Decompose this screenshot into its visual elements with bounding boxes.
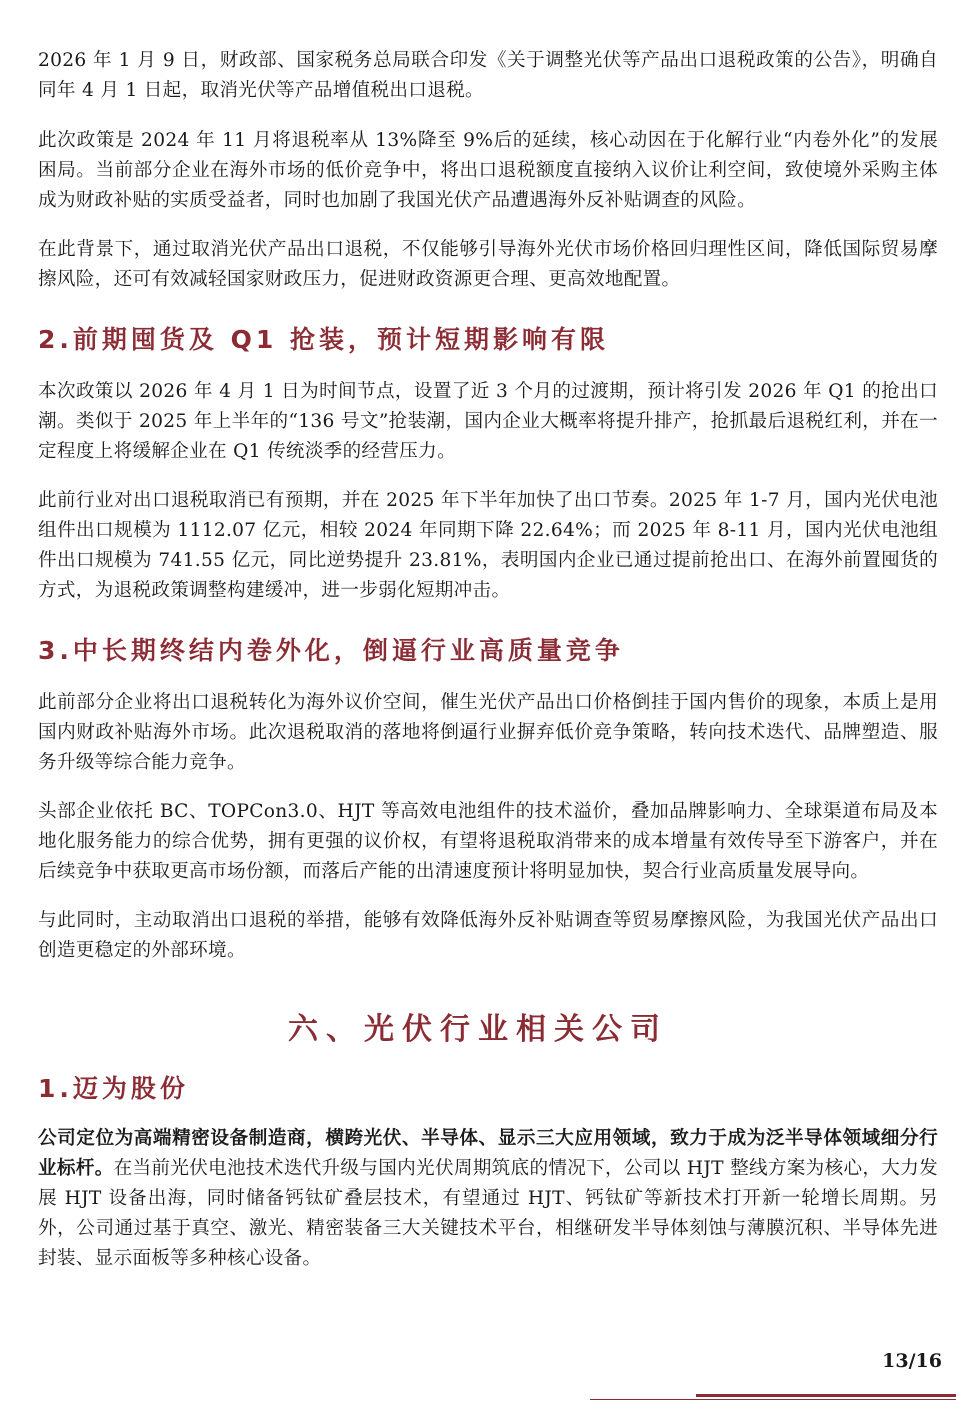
company-profile-text: 在当前光伏电池技术迭代升级与国内光伏周期筑底的情况下，公司以 HJT 整线方案为核心，大力发展 HJT 设备出海，同时储备钙钛矿叠层技术，有望通过 HJT、钙钛矿等新技术打开新一轮增长周期。另外，公司通过基于真空、激光、精密装备三大关键技术平台，相继研发半导体刻蚀与薄膜沉积、半导体先进封装、显示面板等多种核心设备。 <box>38 1158 938 1269</box>
paragraph-export-data: 此前行业对出口退税取消已有预期，并在 2025 年下半年加快了出口节奏。2025 年 1-7 月，国内光伏电池组件出口规模为 1112.07 亿元，相较 2024 年同期下降 22.64%；而 2025 年 8-11 月，国内光伏电池组件出口规模为 741.55 亿元，同比逆势提升 23.81%，表明国内企业已通过提前抢出口、在海外前置囤货的方式，为退税政策调整构建缓冲，进一步弱化短期冲击。 <box>38 490 938 601</box>
paragraph-company-profile <box>38 1124 938 1274</box>
paragraph-policy-background: 此次政策是 2024 年 11 月将退税率从 13%降至 9%后的延续，核心动因在于化解行业“内卷外化”的发展困局。当前部分企业在海外市场的低价竞争中，将出口退税额度直接纳入议价让利空间，致使境外采购主体成为财政补贴的实质受益者，同时也加剧了我国光伏产品遭遇海外反补贴调查的风险。 <box>38 130 938 211</box>
heading-maxwell-company: 1.迈为股份 <box>38 1074 189 1103</box>
paragraph-policy-announcement: 2026 年 1 月 9 日，财政部、国家税务总局联合印发《关于调整光伏等产品出口退税政策的公告》，明确自同年 4 月 1 日起，取消光伏等产品增值税出口退税。 <box>38 50 938 101</box>
page-number: 13/16 <box>882 1350 942 1372</box>
paragraph-price-inversion: 此前部分企业将出口退税转化为海外议价空间，催生光伏产品出口价格倒挂于国内售价的现象，本质上是用国内财政补贴海外市场。此次退税取消的落地将倒逼行业摒弃低价竞争策略，转向技术迭代、品牌塑造、服务升级等综合能力竞争。 <box>38 692 938 773</box>
footer-rule-thin <box>590 1399 956 1400</box>
paragraph-policy-effect: 在此背景下，通过取消光伏产品出口退税，不仅能够引导海外光伏市场价格回归理性区间，降低国际贸易摩擦风险，还可有效减轻国家财政压力，促进财政资源更合理、更高效地配置。 <box>38 239 938 290</box>
footer-rule-thick <box>696 1394 956 1397</box>
section-title-related-companies: 六、光伏行业相关公司 <box>288 1012 668 1047</box>
heading-short-term-impact: 2.前期囤货及 Q1 抢装，预计短期影响有限 <box>38 325 609 354</box>
heading-long-term-competition: 3.中长期终结内卷外化，倒逼行业高质量竞争 <box>38 636 624 665</box>
paragraph-leading-companies: 头部企业依托 BC、TOPCon3.0、HJT 等高效电池组件的技术溢价，叠加品牌影响力、全球渠道布局及本地化服务能力的综合优势，拥有更强的议价权，有望将退税取消带来的成本增量有效传导至下游客户，并在后续竞争中获取更高市场份额，而落后产能的出清速度预计将明显加快，契合行业高质量发展导向。 <box>38 801 938 882</box>
company-positioning-bold: 公司定位为高端精密设备制造商，横跨光伏、半导体、显示三大应用领域，致力于成为泛半导体领域细分行业标杆。 <box>38 1128 938 1179</box>
paragraph-trade-friction: 与此同时，主动取消出口退税的举措，能够有效降低海外反补贴调查等贸易摩擦风险，为我国光伏产品出口创造更稳定的外部环境。 <box>38 910 938 961</box>
paragraph-transition-period: 本次政策以 2026 年 4 月 1 日为时间节点，设置了近 3 个月的过渡期，预计将引发 2026 年 Q1 的抢出口潮。类似于 2025 年上半年的“136 号文”抢装潮，国内企业大概率将提升排产，抢抓最后退税红利，并在一定程度上将缓解企业在 Q1 传统淡季的经营压力。 <box>38 381 938 462</box>
